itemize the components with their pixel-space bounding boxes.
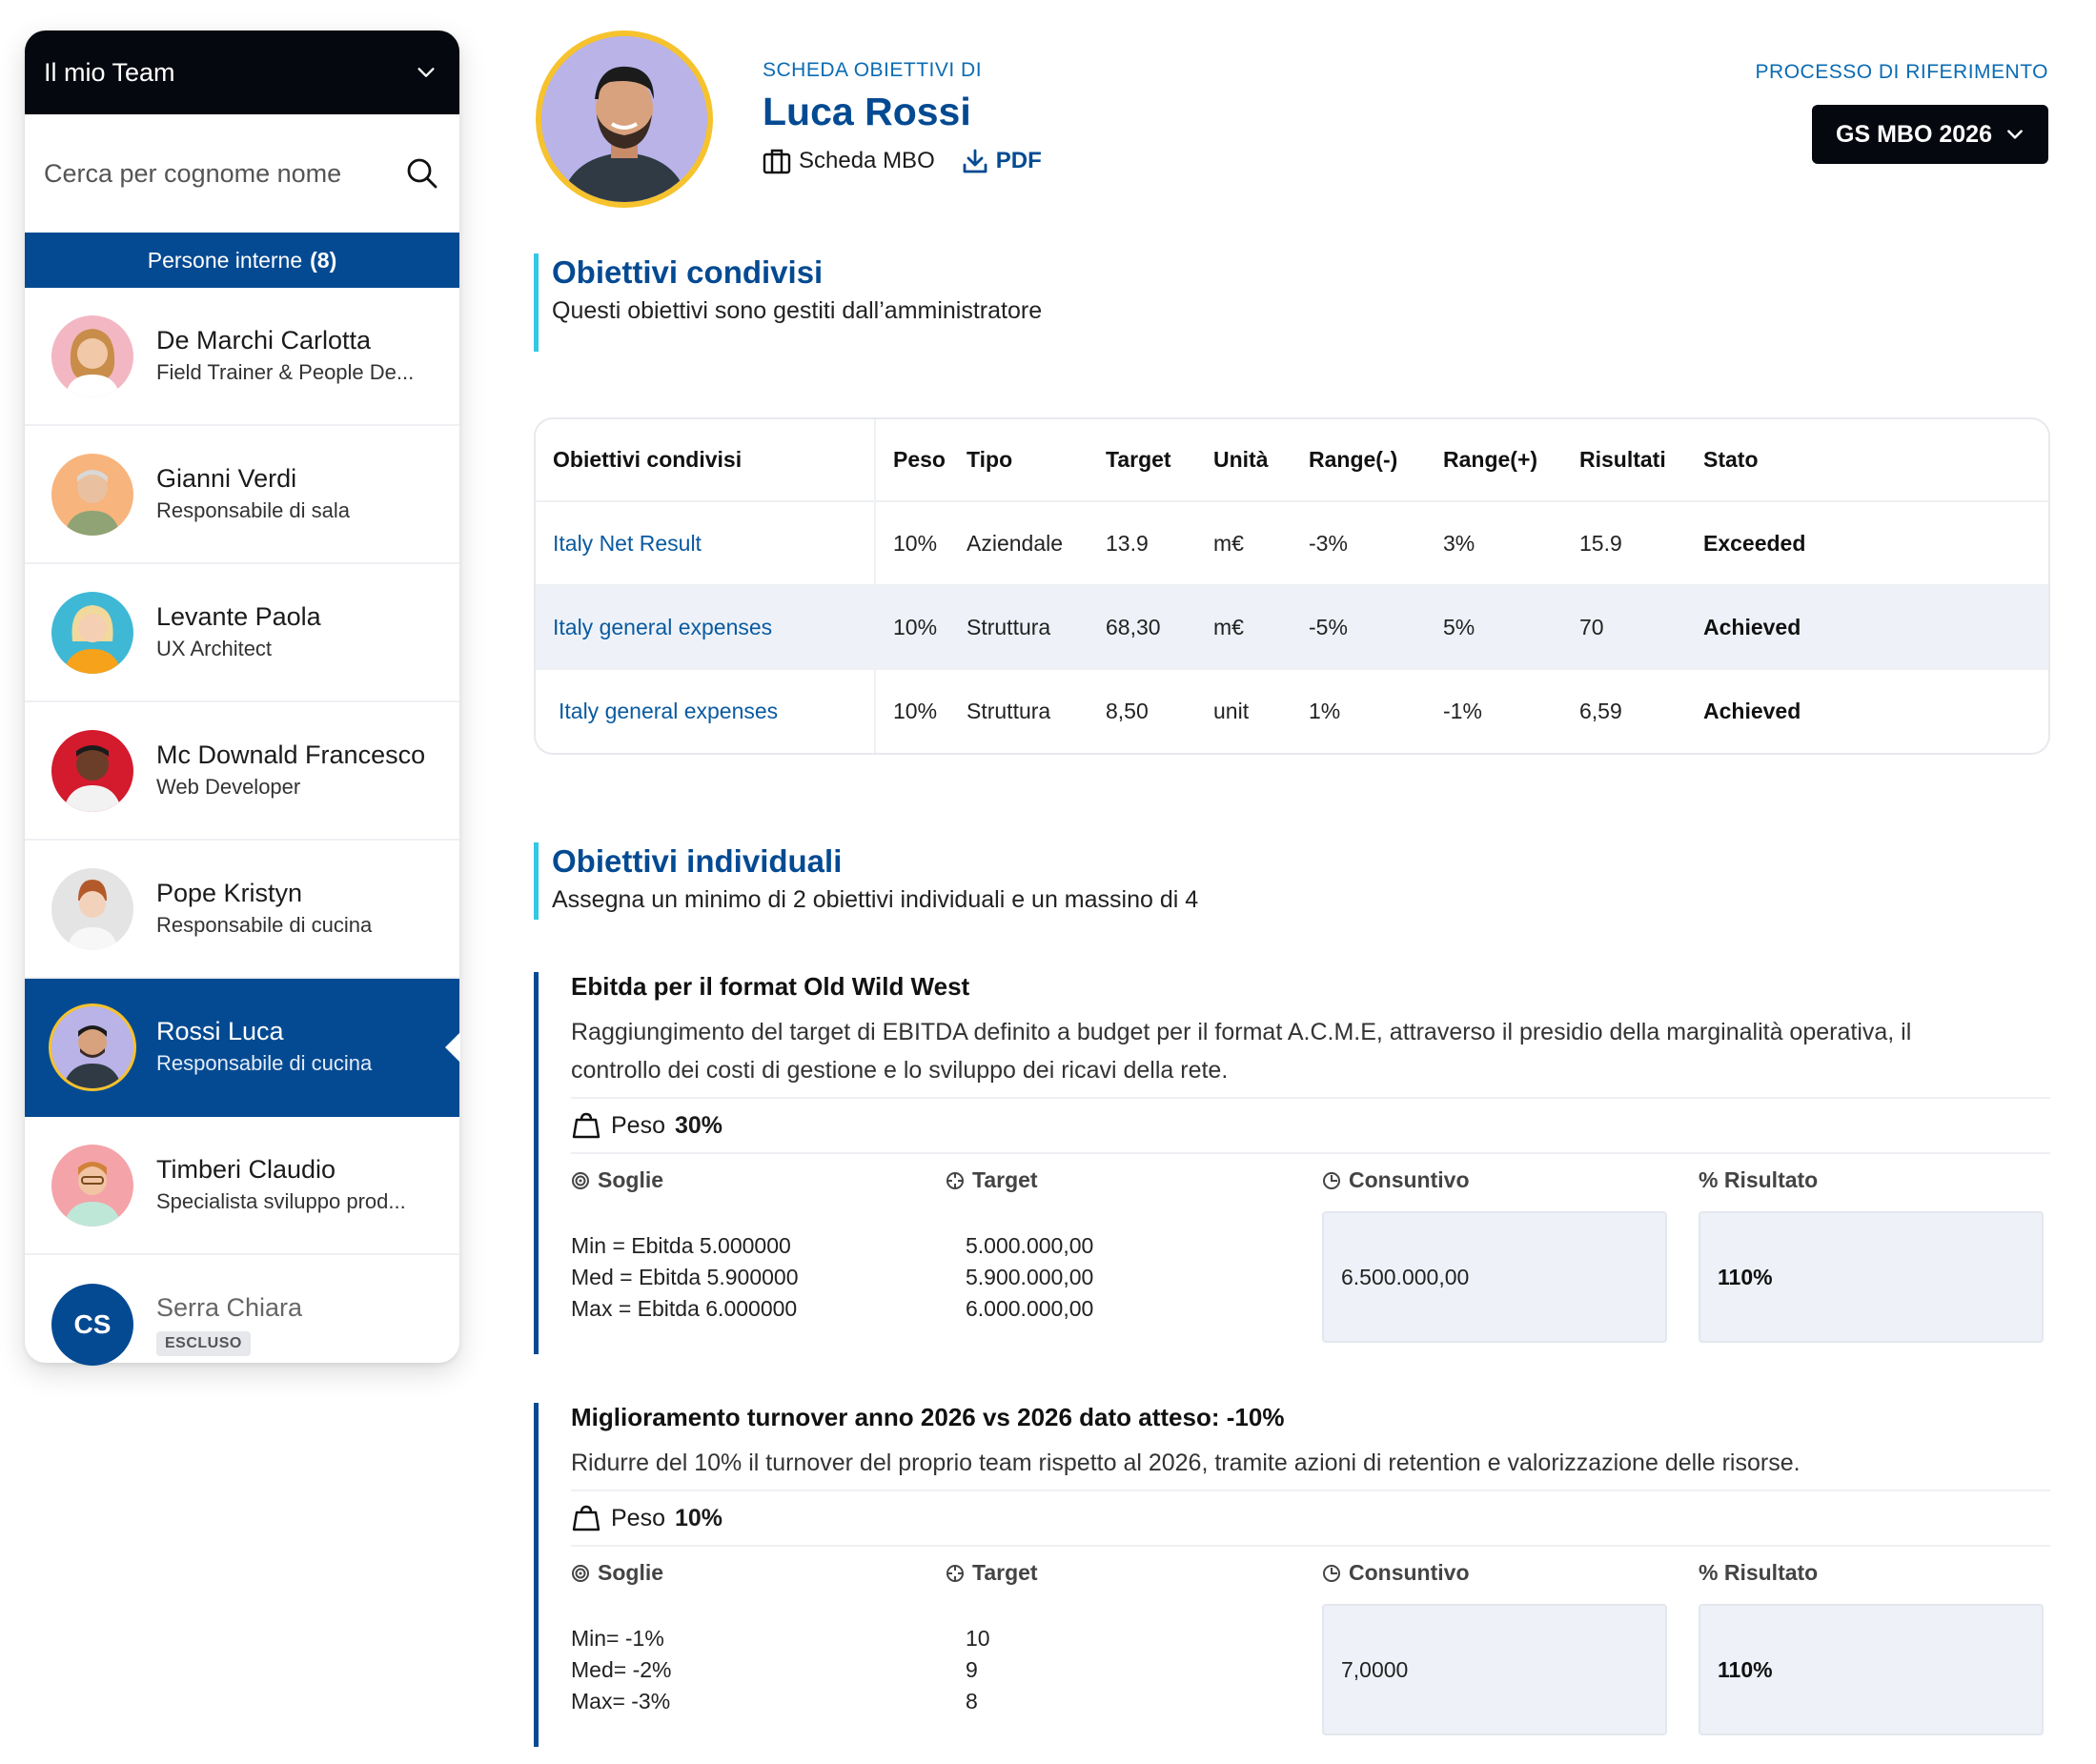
column-header: Peso	[893, 447, 946, 472]
shared-objectives-table	[534, 417, 2050, 755]
consuntivo-header	[1322, 1560, 1470, 1586]
scheda-mbo-link[interactable]	[763, 148, 935, 174]
table-cell: 5%	[1443, 614, 1475, 639]
avatar	[51, 1006, 133, 1088]
table-cell: Struttura	[967, 614, 1051, 639]
target-value: 6.000.000,00	[966, 1296, 1094, 1321]
column-header: Obiettivi condivisi	[536, 419, 875, 501]
table-cell: 10%	[893, 699, 938, 723]
pdf-label: PDF	[995, 148, 1042, 173]
weight-icon	[571, 1111, 601, 1140]
soglia-value: Med = Ebitda 5.900000	[571, 1265, 799, 1289]
status-cell: Achieved	[1703, 614, 1801, 639]
person-item-selected[interactable]	[25, 979, 459, 1117]
team-selector-label: Il mio Team	[44, 57, 175, 87]
table-cell: 13.9	[1106, 530, 1149, 556]
person-item[interactable]	[25, 841, 459, 979]
table-cell: 10%	[893, 530, 938, 556]
table-cell: 10%	[893, 614, 938, 639]
person-role: UX Architect	[156, 637, 273, 661]
objective-link[interactable]: Italy Net Result	[536, 501, 875, 585]
team-selector[interactable]	[25, 30, 459, 114]
person-role: Responsabile di sala	[156, 498, 351, 523]
person-item[interactable]	[25, 1255, 459, 1393]
employee-header	[763, 59, 1042, 174]
objective-title: Ebitda per il format Old Wild West	[571, 972, 970, 1001]
risultato-header	[1699, 1560, 1818, 1586]
download-icon	[962, 148, 988, 174]
avatar	[51, 454, 133, 536]
table-cell: -5%	[1309, 614, 1348, 639]
column-header: Target	[1106, 447, 1171, 472]
individual-section-subtitle: Assegna un minimo di 2 obiettivi individuali e un massino di 4	[552, 885, 1199, 913]
employee-avatar	[536, 30, 713, 208]
process-label: PROCESSO DI RIFERIMENTO	[1755, 61, 2048, 83]
person-role: Field Trainer & People De...	[156, 360, 415, 385]
person-name: Rossi Luca	[156, 1017, 284, 1045]
consuntivo-label: Consuntivo	[1349, 1560, 1470, 1585]
soglie-label: Soglie	[598, 1560, 664, 1585]
table-cell: 6,59	[1579, 699, 1622, 723]
avatar-initials: CS	[51, 1284, 133, 1366]
column-header: Risultati	[1579, 447, 1666, 472]
target-value: 5.000.000,00	[966, 1233, 1094, 1258]
risultato-field: 110%	[1699, 1211, 2044, 1343]
soglie-header	[571, 1167, 663, 1193]
objective-weight	[571, 1097, 2050, 1154]
person-role: Web Developer	[156, 775, 301, 800]
process-selector[interactable]	[1812, 105, 2048, 164]
objective-description: Raggiungimento del target di EBITDA definito a budget per il format A.C.M.E, attraverso il presidio della marginalità operativa, il controllo dei costi di gestione e lo sviluppo dei ricavi della rete.	[571, 1019, 1912, 1084]
weight-value: 10%	[674, 1504, 723, 1531]
avatar	[51, 730, 133, 812]
crosshair-icon	[946, 1564, 965, 1583]
team-sidebar	[25, 30, 459, 1363]
target-icon	[571, 1171, 590, 1190]
group-header[interactable]	[25, 233, 459, 288]
crosshair-icon	[946, 1171, 965, 1190]
pie-clock-icon	[1322, 1171, 1341, 1190]
table-cell: 68,30	[1106, 614, 1161, 639]
person-name: Gianni Verdi	[156, 464, 297, 493]
consuntivo-header	[1322, 1167, 1470, 1193]
soglia-value: Med= -2%	[571, 1657, 672, 1682]
briefcase-icon	[763, 148, 791, 174]
search-bar	[25, 114, 459, 233]
person-item[interactable]	[25, 564, 459, 702]
column-header: Unità	[1213, 447, 1269, 472]
consuntivo-label: Consuntivo	[1349, 1167, 1470, 1192]
consuntivo-field[interactable]: 7,0000	[1322, 1604, 1667, 1735]
objective-weight	[571, 1490, 2050, 1547]
target-value: 9	[966, 1657, 978, 1682]
status-cell: Exceeded	[1703, 530, 1806, 556]
avatar	[51, 592, 133, 674]
objective-link[interactable]: Italy general expenses	[536, 585, 875, 669]
weight-label: Peso	[611, 1504, 665, 1531]
target-value: 5.900.000,00	[966, 1265, 1094, 1289]
avatar	[51, 315, 133, 397]
status-cell: Achieved	[1703, 699, 1801, 723]
person-name: Levante Paola	[156, 602, 321, 631]
chevron-down-icon	[2005, 125, 2025, 144]
consuntivo-field[interactable]: 6.500.000,00	[1322, 1211, 1667, 1343]
table-row	[536, 585, 2048, 669]
table-cell: m€	[1213, 614, 1244, 639]
individual-section-title: Obiettivi individuali	[552, 843, 843, 879]
avatar	[51, 1145, 133, 1227]
pdf-download-button[interactable]	[962, 148, 1042, 174]
soglie-label: Soglie	[598, 1167, 664, 1192]
table-cell: Struttura	[967, 699, 1051, 723]
column-header: Tipo	[967, 447, 1013, 472]
shared-section-subtitle: Questi obiettivi sono gestiti dall’amministratore	[552, 296, 1043, 324]
person-name: De Marchi Carlotta	[156, 326, 372, 355]
objective-card	[534, 972, 2050, 1354]
soglia-value: Max = Ebitda 6.000000	[571, 1296, 798, 1321]
table-cell: 3%	[1443, 530, 1475, 556]
table-cell: m€	[1213, 530, 1244, 556]
table-row	[536, 501, 2048, 585]
objective-card	[534, 1403, 2050, 1747]
table-cell: -3%	[1309, 530, 1348, 556]
chevron-down-icon	[416, 62, 437, 83]
target-value: 8	[966, 1689, 978, 1713]
table-cell: 1%	[1309, 699, 1341, 723]
soglia-value: Min= -1%	[571, 1626, 664, 1651]
objective-title: Miglioramento turnover anno 2026 vs 2026 dato atteso: -10%	[571, 1403, 1285, 1431]
target-header	[946, 1560, 1038, 1586]
employee-name: Luca Rossi	[763, 90, 971, 133]
table-cell: -1%	[1443, 699, 1482, 723]
person-name: Serra Chiara	[156, 1293, 303, 1323]
risultato-field: 110%	[1699, 1604, 2044, 1735]
pie-clock-icon	[1322, 1564, 1341, 1583]
avatar	[51, 868, 133, 950]
excluded-badge: ESCLUSO	[156, 1331, 251, 1356]
target-icon	[571, 1564, 590, 1583]
column-header: Range(+)	[1443, 447, 1538, 472]
objective-link[interactable]: Italy general expenses	[536, 669, 875, 753]
person-role: Responsabile di cucina	[156, 1051, 373, 1076]
target-values	[966, 1230, 1093, 1325]
search-input[interactable]	[44, 159, 387, 189]
target-value: 10	[966, 1626, 990, 1651]
soglie-header	[571, 1560, 663, 1586]
table-cell: 15.9	[1579, 530, 1622, 556]
eyebrow-label: SCHEDA OBIETTIVI DI	[763, 59, 983, 81]
soglia-value: Max= -3%	[571, 1689, 671, 1713]
target-label: Target	[972, 1560, 1038, 1585]
risultato-header	[1699, 1167, 1818, 1193]
risultato-label: % Risultato	[1699, 1560, 1819, 1585]
group-count: (8)	[310, 247, 337, 273]
scheda-mbo-label: Scheda MBO	[799, 148, 935, 173]
soglia-value: Min = Ebitda 5.000000	[571, 1233, 791, 1258]
search-icon[interactable]	[406, 157, 438, 190]
person-role: Responsabile di cucina	[156, 913, 373, 938]
person-role: Specialista sviluppo prod...	[156, 1189, 406, 1214]
person-name: Timberi Claudio	[156, 1155, 336, 1184]
soglie-values	[571, 1623, 671, 1717]
target-values	[966, 1623, 990, 1717]
process-value: GS MBO 2026	[1836, 120, 1992, 148]
soglie-values	[571, 1230, 799, 1325]
column-header: Range(-)	[1309, 447, 1398, 472]
person-name: Pope Kristyn	[156, 879, 303, 907]
person-item[interactable]	[25, 288, 459, 426]
person-item[interactable]	[25, 426, 459, 564]
target-label: Target	[972, 1167, 1038, 1192]
person-item[interactable]	[25, 702, 459, 841]
person-item[interactable]	[25, 1117, 459, 1255]
table-cell: 8,50	[1106, 699, 1149, 723]
table-cell: Aziendale	[967, 530, 1064, 556]
risultato-label: % Risultato	[1699, 1167, 1819, 1192]
shared-section-header	[534, 253, 1042, 352]
target-header	[946, 1167, 1038, 1193]
table-row	[536, 669, 2048, 753]
column-header: Stato	[1703, 447, 1759, 472]
table-cell: 70	[1579, 614, 1604, 639]
table-cell: unit	[1213, 699, 1250, 723]
shared-section-title: Obiettivi condivisi	[552, 254, 824, 290]
individual-section-header	[534, 842, 1198, 920]
weight-icon	[571, 1504, 601, 1532]
person-name: Mc Downald Francesco	[156, 740, 426, 769]
group-label: Persone interne	[147, 247, 303, 273]
objective-description: Ridurre del 10% il turnover del proprio team rispetto al 2026, tramite azioni di retention e valorizzazione delle risorse.	[571, 1450, 1801, 1476]
weight-value: 30%	[674, 1111, 723, 1139]
weight-label: Peso	[611, 1111, 665, 1139]
